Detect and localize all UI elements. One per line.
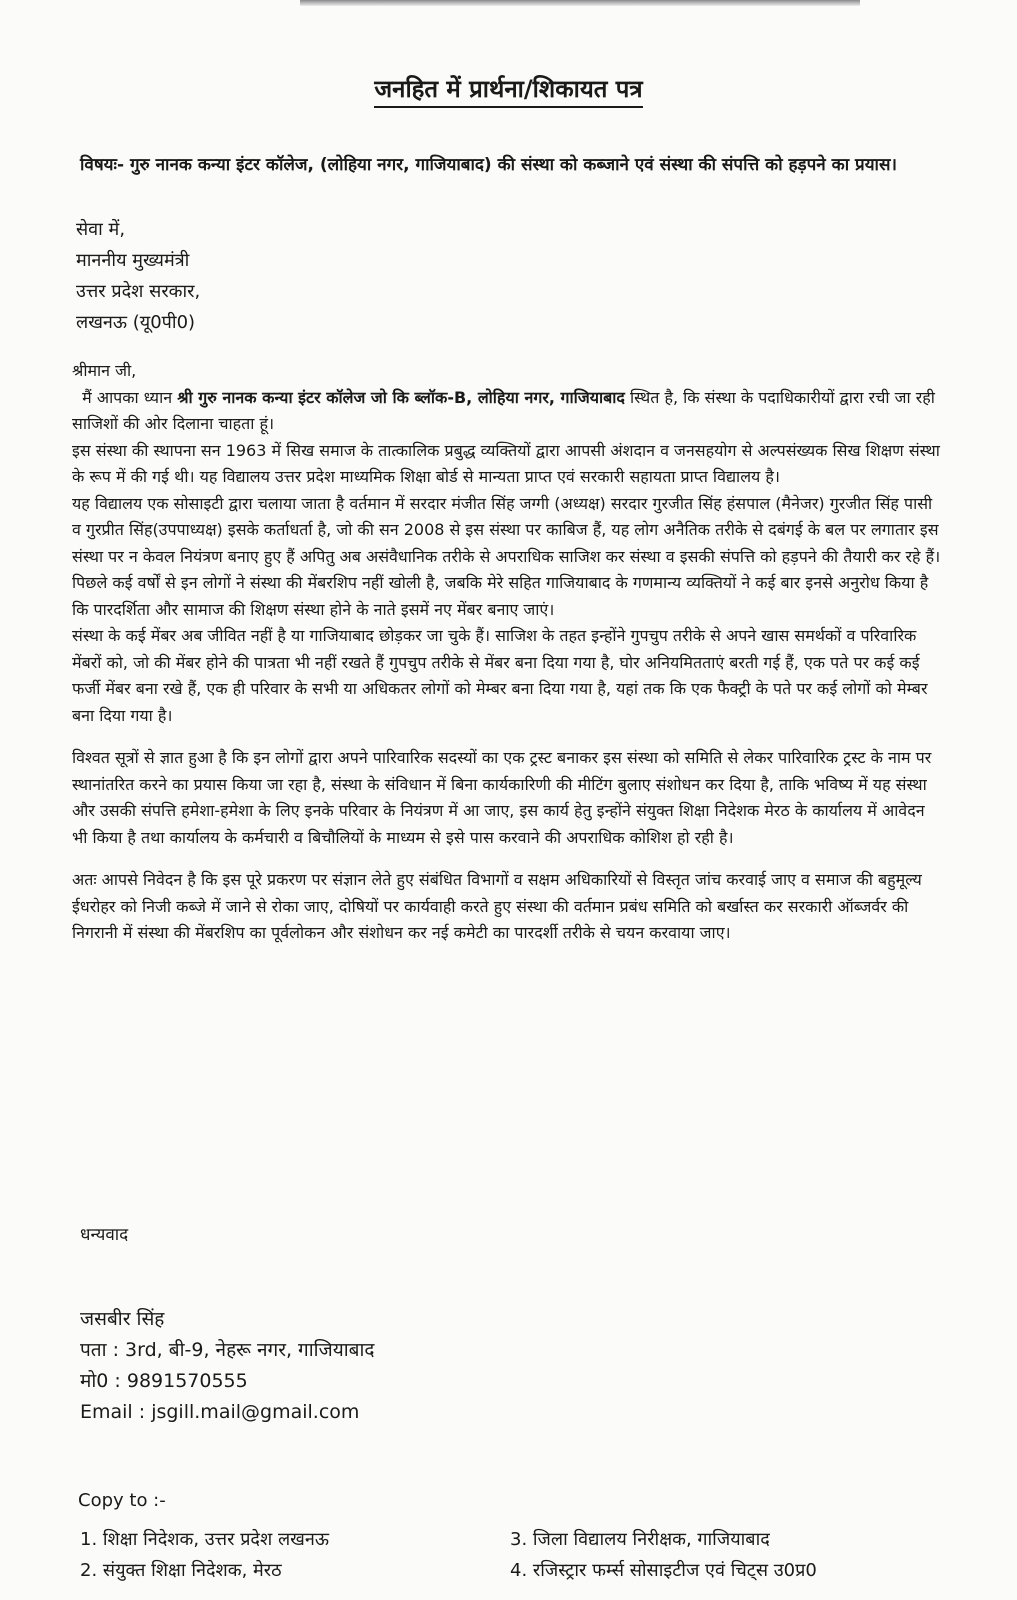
copy-to-item-4: 4. रजिस्ट्रार फर्म्स सोसाइटीज एवं चिट्स उ0प्र0 <box>510 1560 817 1581</box>
salutation: श्रीमान जी, <box>72 361 137 380</box>
paragraph-2: इस संस्था की स्थापना सन 1963 में सिख समाज के तात्कालिक प्रबुद्ध व्यक्तियों द्वारा आपसी अंशदान व जनसहयोग से अल्पसंख्यक सिख शिक्षण संस्था के रूप में की गई थी। यह विद्यालय उत्तर प्रदेश माध्यमिक शिक्षा बोर्ड से मान्यता प्राप्त एवं सरकारी सहायता प्राप्त विद्यालय है। <box>72 440 940 486</box>
copy-to-item-3: 3. जिला विद्यालय निरीक्षक, गाजियाबाद <box>510 1529 770 1550</box>
paragraph-gap <box>72 851 944 867</box>
paragraph-6: विश्वत सूत्रों से ज्ञात हुआ है कि इन लोगों द्वारा अपने पारिवारिक सदस्यों का एक ट्रस्ट बनाकर इस संस्था को समिति से लेकर पारिवारिक ट्रस्ट के नाम पर स्थानांतरित करने का प्रयास किया जा रहा है, संस्था के संविधान में बिना कार्यकारिणी की मीटिंग बुलाए संशोधन कर दिया है, ताकि भविष्य में यह संस्था और उसकी संपत्ति हमेशा-हमेशा के लिए इनके परिवार के नियंत्रण में आ जाए, इस कार्य हेतु इन्होंने संयुक्त शिक्षा निदेशक मेरठ के कार्यालय में आवेदन भी किया है तथा कार्यालय के कर्मचारी व बिचौलियों के माध्यम से इसे पास करवाने की अपराधिक कोशिश हो रही है। <box>72 748 932 847</box>
address-line-1: सेवा में, <box>76 219 126 240</box>
paragraph-1 <box>72 385 944 438</box>
recipient-address <box>76 214 200 338</box>
sender-name: जसबीर सिंह <box>80 1308 165 1330</box>
address-line-4: लखनऊ (यू0पी0) <box>76 312 196 333</box>
paragraph-5: संस्था के कई मेंबर अब जीवित नहीं है या गाजियाबाद छोड़कर जा चुके हैं। साजिश के तहत इन्होंने गुपचुप तरीके से अपने खास समर्थकों व परिवारिक मेंबरों को, जो की मेंबर होने की पात्रता भी नहीं रखते हैं गुपचुप तरीके से मेंबर बना दिया गया है, घोर अनियमितताएं बरती गई हैं, एक पते पर कई कई फर्जी मेंबर बना रखे हैं, एक ही परिवार के सभी या अधिकतर लोगों को मेम्बर बना दिया गया है, यहां तक कि एक फैक्ट्री के पते पर कई लोगों को मेम्बर बना दिया गया है। <box>72 626 928 725</box>
closing-thanks: धन्यवाद <box>80 1225 129 1245</box>
paragraph-4: पिछले कई वर्षों से इन लोगों ने संस्था की मेंबरशिप नहीं खोली है, जबकि मेरे सहित गाजियाबाद के गणमान्य व्यक्तियों ने कई बार इनसे अनुरोध किया है कि पारदर्शिता और सामाज की शिक्षण संस्था होने के नाते इसमें नए मेंबर बनाए जाएं। <box>72 573 929 619</box>
address-line-3: उत्तर प्रदेश सरकार, <box>76 281 201 302</box>
paragraph-1-post: स्थित है, कि संस्था के पदाधिकारीयों द्वारा रची जा रही साजिशों की ओर दिलाना चाहता हूं। <box>72 387 935 433</box>
sender-phone: मो0 : 9891570555 <box>80 1370 248 1392</box>
scan-edge-shadow <box>300 0 860 6</box>
signature-block <box>80 1304 375 1428</box>
paragraph-3: यह विद्यालय एक सोसाइटी द्वारा चलाया जाता है वर्तमान में सरदार मंजीत सिंह जग्गी (अध्यक्ष) सरदार गुरजीत सिंह हंसपाल (मैनेजर) गुरजीत सिंह पासी व गुरप्रीत सिंह(उपपाध्यक्ष) इसके कर्ताधर्ता है, जो की सन 2008 से इस संस्था पर काबिज हैं, यह लोग अनैतिक तरीके से दबंगई के बल पर लगातार इस संस्था पर न केवल नियंत्रण बनाए हुए हैं अपितु अब असंवैधानिक तरीके से अपराधिक साजिश कर संस्था व इसकी संपत्ति को हड़पने की तैयारी कर रहे हैं। <box>72 493 941 566</box>
copy-to-item-2: 2. संयुक्त शिक्षा निदेशक, मेरठ <box>80 1560 282 1581</box>
paragraph-1-pre: मैं आपका ध्यान <box>82 387 178 407</box>
copy-to-item-1: 1. शिक्षा निदेशक, उत्तर प्रदेश लखनऊ <box>80 1529 329 1550</box>
address-line-2: माननीय मुख्यमंत्री <box>76 250 190 271</box>
letter-title <box>0 72 1017 105</box>
copy-to-list <box>80 1524 980 1586</box>
letter-title-text: जनहित में प्रार्थना/शिकायत पत्र <box>374 75 642 108</box>
paragraph-gap <box>72 729 944 745</box>
letter-subject: विषयः- गुरु नानक कन्या इंटर कॉलेज, (लोहिया नगर, गाजियाबाद) की संस्था को कब्जाने एवं संस्था की संपत्ति को हड़पने का प्रयास। <box>80 155 897 175</box>
copy-to-label: Copy to :- <box>78 1490 166 1511</box>
paragraph-7: अतः आपसे निवेदन है कि इस पूरे प्रकरण पर संज्ञान लेते हुए संबंधित विभागों व सक्षम अधिकारियों से विस्तृत जांच करवाई जाए व समाज की बहुमूल्य ईधरोहर को निजी कब्जे में जाने से रोका जाए, दोषियों पर कार्यवाही करते हुए संस्था की वर्तमान प्रबंध समिति को बर्खास्त कर सरकारी ऑब्जर्वर की निगरानी में संस्था की मेंबरशिप का पूर्वलोकन और संशोधन कर नई कमेटी का पारदर्शी तरीके से चयन करवाया जाए। <box>72 870 922 942</box>
sender-address: पता : 3rd, बी-9, नेहरू नगर, गाजियाबाद <box>80 1339 375 1361</box>
letter-body <box>72 358 944 947</box>
sender-email: Email : jsgill.mail@gmail.com <box>80 1401 360 1423</box>
school-name: श्री गुरु नानक कन्या इंटर कॉलेज जो कि ब्लॉक-B, लोहिया नगर, गाजियाबाद <box>177 387 625 407</box>
